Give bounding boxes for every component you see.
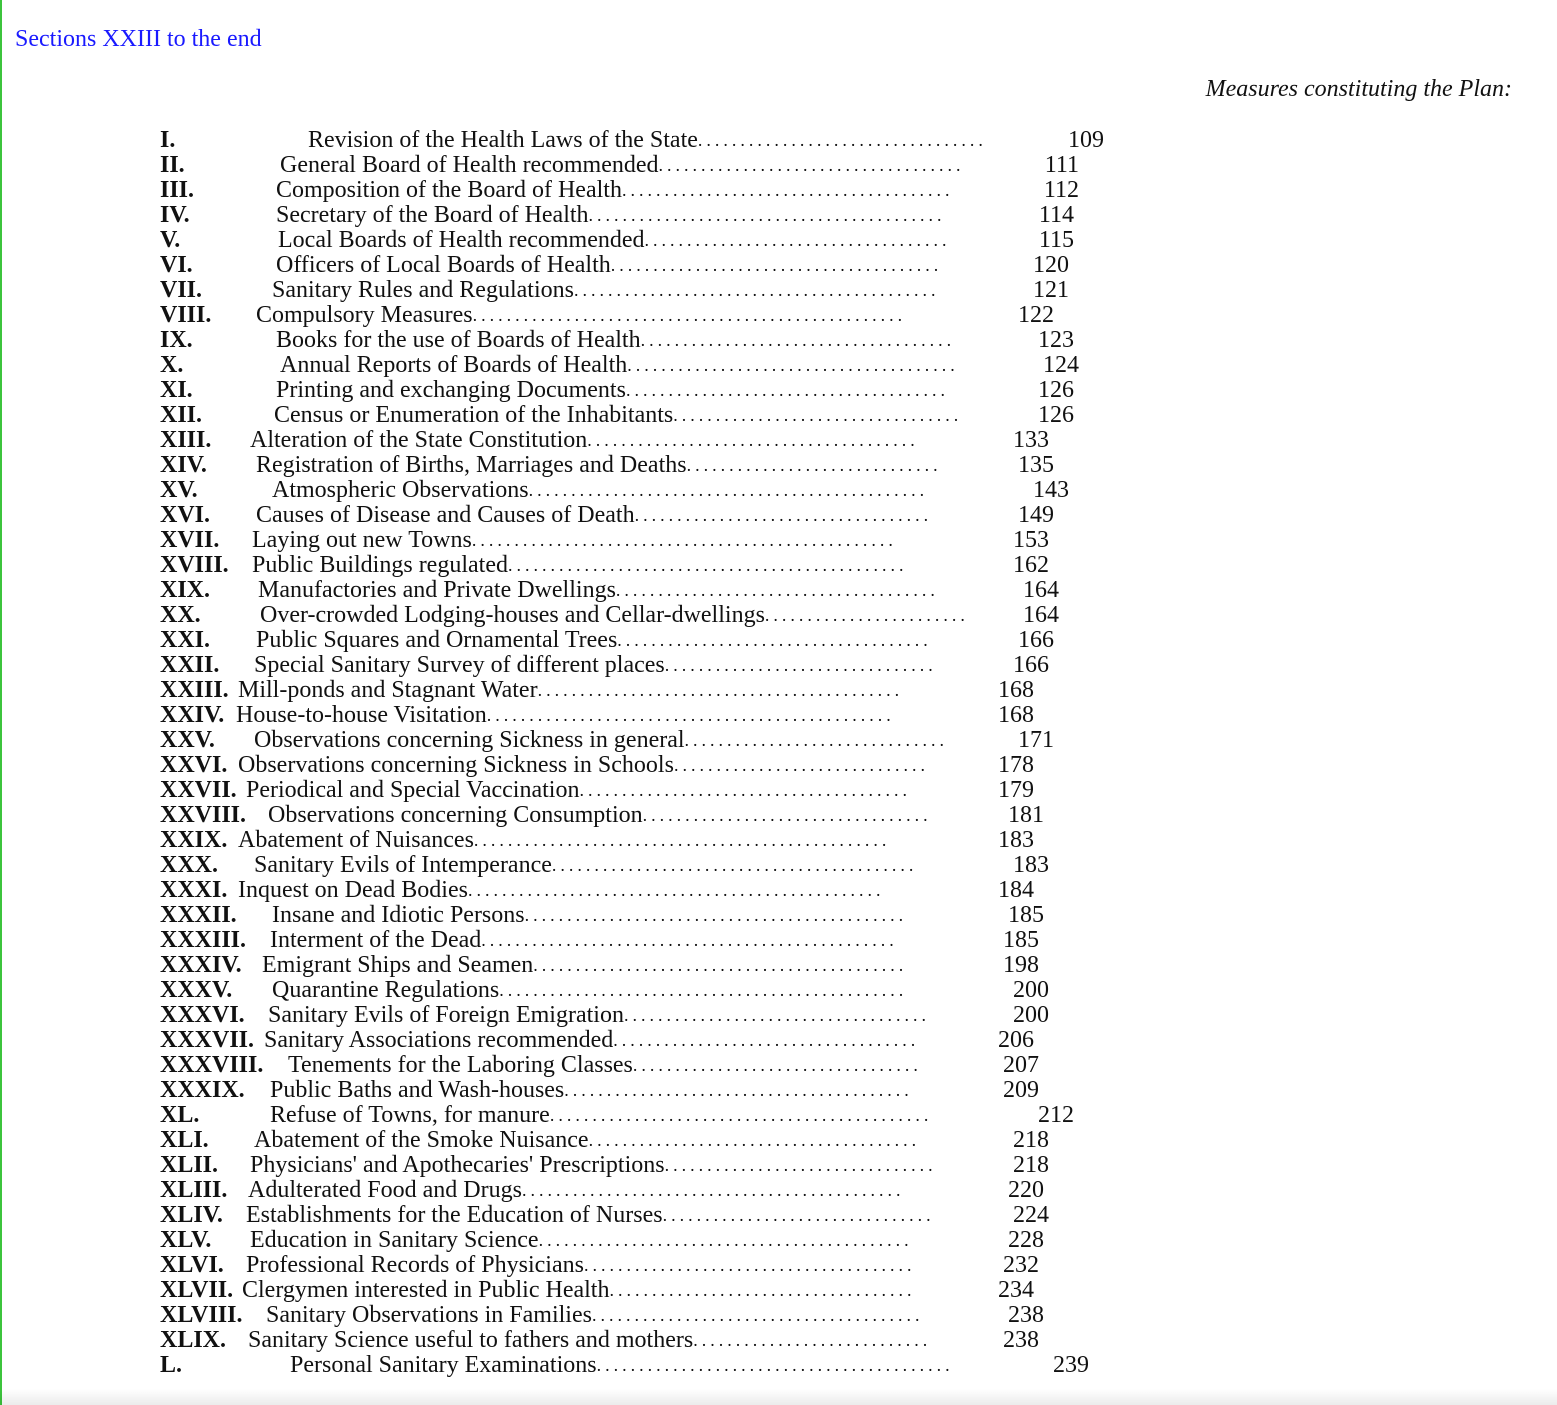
toc-entry [160,903,1160,928]
toc-title: Laying out new Towns [252,528,472,553]
toc-leader-dots: ......................................... [564,1080,913,1100]
toc-title: Sanitary Rules and Regulations [272,278,574,303]
toc-entry [160,1303,1160,1328]
toc-leader-dots: ................................................. [467,880,885,900]
toc-entry [160,478,1160,503]
toc-entry [160,828,1160,853]
toc-numeral: XLVIII. [160,1303,243,1328]
toc-title: Abatement of the Smoke Nuisance [254,1128,589,1153]
toc-page-number: 122 [1018,303,1054,328]
toc-numeral: XXXVIII. [160,1053,264,1078]
toc-entry [160,803,1160,828]
toc-numeral: XLVII. [160,1278,234,1303]
toc-entry [160,328,1160,353]
toc-entry [160,303,1160,328]
toc-entry [160,978,1160,1003]
toc-leader-dots: .................................... [609,1280,916,1300]
toc-numeral: XX. [160,603,201,628]
toc-entry [160,1328,1160,1353]
toc-title: Sanitary Observations in Families [266,1303,592,1328]
toc-entry [160,1103,1160,1128]
toc-numeral: XII. [160,403,203,428]
toc-entry [160,1003,1160,1028]
toc-leader-dots: ........................................... [537,680,904,700]
toc-title: Observations concerning Sickness in general [254,728,685,753]
toc-leader-dots: .............................. [686,455,942,475]
toc-leader-dots: ....................................... [627,355,959,375]
toc-leader-dots: ............................................ [538,1230,913,1250]
toc-title: Sanitary Associations recommended [264,1028,614,1053]
toc-numeral: VI. [160,253,193,278]
toc-entry [160,378,1160,403]
toc-title: Causes of Disease and Causes of Death [256,503,635,528]
toc-numeral: X. [160,353,184,378]
toc-title: Secretary of the Board of Health [276,203,589,228]
toc-page-number: 133 [1013,428,1049,453]
toc-page-number: 114 [1038,203,1074,228]
toc-leader-dots: ................................................. [481,930,898,950]
bottom-shadow [0,1389,1557,1405]
toc-page-number: 183 [1013,853,1049,878]
toc-numeral: XXI. [160,628,211,653]
toc-numeral: XLI. [160,1128,209,1153]
toc-page-number: 109 [1068,128,1104,153]
toc-entry [160,403,1160,428]
toc-leader-dots: ........................ [764,605,969,625]
toc-title: Physicians' and Apothecaries' Prescriptions [250,1153,665,1178]
toc-page-number: 171 [1018,728,1054,753]
toc-page-number: 166 [1013,653,1049,678]
toc-numeral: XXVI. [160,753,228,778]
toc-title: Compulsory Measures [256,303,473,328]
toc-title: Insane and Idiotic Persons [272,903,525,928]
toc-numeral: XVIII. [160,553,229,578]
toc-page-number: 183 [998,828,1034,853]
toc-title: Professional Records of Physicians [246,1253,584,1278]
toc-entry [160,753,1160,778]
toc-entry [160,253,1160,278]
toc-entry [160,1053,1160,1078]
toc-title: Mill-ponds and Stagnant Water [238,678,538,703]
toc-leader-dots: ..................................... [617,630,932,650]
toc-numeral: XIX. [160,578,211,603]
toc-page-number: 198 [1003,953,1039,978]
toc-leader-dots: ....................................... [588,1130,921,1150]
toc-entry [160,678,1160,703]
toc-entry [160,853,1160,878]
toc-page-number: 111 [1044,153,1079,178]
window-edge [0,0,2,1405]
toc-page-number: 164 [1023,603,1059,628]
toc-page-number: 212 [1038,1103,1074,1128]
toc-entry [160,1178,1160,1203]
toc-numeral: XXV. [160,728,215,753]
toc-title: Printing and exchanging Documents [276,378,626,403]
toc-entry [160,278,1160,303]
toc-leader-dots: .................................... [623,1005,930,1025]
toc-entry [160,628,1160,653]
toc-leader-dots: ................................... [634,505,933,525]
toc-entry [160,128,1160,153]
toc-page-number: 168 [998,678,1034,703]
toc-entry [160,778,1160,803]
toc-page-number: 126 [1038,403,1074,428]
toc-numeral: XXXII. [160,903,237,928]
toc-entry [160,203,1160,228]
toc-title: Annual Reports of Boards of Health [280,353,628,378]
toc-entry [160,603,1160,628]
toc-title: Sanitary Evils of Foreign Emigration [268,1003,624,1028]
toc-entry [160,553,1160,578]
toc-leader-dots: .............................. [673,755,929,775]
toc-entry [160,428,1160,453]
toc-title: Special Sanitary Survey of different places [254,653,665,678]
toc-entry [160,1278,1160,1303]
toc-leader-dots: ............................... [684,730,949,750]
toc-leader-dots: .................................... [613,1030,920,1050]
sections-link[interactable]: Sections XXIII to the end [15,26,262,52]
toc-entry [160,878,1160,903]
toc-numeral: II. [160,153,185,178]
toc-leader-dots: ................................ [664,1155,937,1175]
toc-page-number: 206 [998,1028,1034,1053]
toc-page-number: 162 [1013,553,1049,578]
toc-leader-dots: ...................................... [615,580,939,600]
toc-title: Interment of the Dead [270,928,482,953]
toc-page-number: 185 [1008,903,1044,928]
toc-entry [160,1153,1160,1178]
toc-numeral: XVII. [160,528,220,553]
toc-numeral: XXVII. [160,778,237,803]
toc-leader-dots: ................................................... [472,305,907,325]
toc-title: Quarantine Regulations [272,978,500,1003]
toc-title: Public Baths and Wash-houses [270,1078,565,1103]
toc-numeral: VIII. [160,303,212,328]
toc-numeral: XXXVII. [160,1028,255,1053]
toc-numeral: XXXV. [160,978,233,1003]
toc-title: Establishments for the Education of Nurses [246,1203,663,1228]
toc-entry [160,653,1160,678]
toc-entry [160,1253,1160,1278]
toc-leader-dots: ....................................... [610,255,943,275]
toc-numeral: IV. [160,203,190,228]
toc-title: Adulterated Food and Drugs [248,1178,522,1203]
toc-page-number: 166 [1018,628,1054,653]
toc-numeral: IX. [160,328,193,353]
toc-title: Atmospheric Observations [272,478,529,503]
toc-page-number: 112 [1043,178,1079,203]
toc-leader-dots: ....................................... [579,780,911,800]
toc-leader-dots: .................................. [632,1055,922,1075]
toc-entry [160,1028,1160,1053]
toc-title: Registration of Births, Marriages and Deaths [256,453,687,478]
toc-leader-dots: ....................................... [583,1255,916,1275]
toc-leader-dots: ....................................... [587,430,919,450]
toc-page-number: 234 [998,1278,1034,1303]
toc-title: Personal Sanitary Examinations [290,1353,597,1378]
toc-page-number: 185 [1003,928,1039,953]
toc-title: Local Boards of Health recommended [278,228,645,253]
toc-numeral: XXIII. [160,678,229,703]
toc-title: Census or Enumeration of the Inhabitants [274,403,674,428]
toc-numeral: XLVI. [160,1253,224,1278]
toc-numeral: XV. [160,478,198,503]
toc-leader-dots: ............................................. [524,905,908,925]
toc-page-number: 149 [1018,503,1054,528]
toc-title: Education in Sanitary Science [250,1228,539,1253]
toc-title: Officers of Local Boards of Health [276,253,611,278]
toc-page-number: 209 [1003,1078,1039,1103]
toc-entry [160,703,1160,728]
toc-page-number: 218 [1013,1128,1049,1153]
toc-numeral: XXXIV. [160,953,242,978]
toc-numeral: XLIV. [160,1203,223,1228]
toc-leader-dots: .................................... [644,230,951,250]
toc-numeral: XXII. [160,653,220,678]
toc-entry [160,1228,1160,1253]
toc-numeral: XXVIII. [160,803,247,828]
toc-numeral: XVI. [160,503,211,528]
toc-page-number: 124 [1043,353,1079,378]
toc-leader-dots: ....................................... [621,180,954,200]
toc-leader-dots: .................................. [697,130,987,150]
toc-entry [160,503,1160,528]
toc-leader-dots: ............................ [693,1330,932,1350]
toc-entry [160,1353,1160,1378]
toc-leader-dots: ..................................... [640,330,956,350]
toc-title: Clergymen interested in Public Health [242,1278,610,1303]
toc-title: Manufactories and Private Dwellings [258,578,616,603]
toc-title: Sanitary Science useful to fathers and mothers [248,1328,694,1353]
toc-numeral: XLIX. [160,1328,227,1353]
toc-leader-dots: ............................................... [528,480,929,500]
toc-numeral: XLV. [160,1228,212,1253]
toc-page-number: 164 [1023,578,1059,603]
toc-leader-dots: ............................................. [549,1105,933,1125]
toc-leader-dots: ................................ [664,655,937,675]
toc-title: Alteration of the State Constitution [250,428,588,453]
toc-numeral: XIV. [160,453,207,478]
toc-title: Revision of the Health Laws of the State [308,128,698,153]
plan-heading: Measures constituting the Plan: [1205,76,1512,102]
toc-leader-dots: ................................................. [473,830,891,850]
toc-numeral: I. [160,128,176,153]
toc-numeral: XXX. [160,853,218,878]
toc-leader-dots: ................................ [662,1205,935,1225]
toc-entry [160,1078,1160,1103]
toc-entry [160,453,1160,478]
toc-numeral: XXXVI. [160,1003,245,1028]
toc-leader-dots: ........................................... [551,855,918,875]
toc-leader-dots: .......................................... [588,205,946,225]
toc-page-number: 168 [998,703,1034,728]
toc-numeral: VII. [160,278,203,303]
toc-numeral: V. [160,228,181,253]
toc-title: Books for the use of Boards of Health [276,328,641,353]
toc-page-number: 135 [1018,453,1054,478]
toc-numeral: XXIX. [160,828,228,853]
toc-leader-dots: ....................................... [591,1305,924,1325]
toc-page-number: 153 [1013,528,1049,553]
toc-title: Tenements for the Laboring Classes [288,1053,633,1078]
toc-numeral: XL. [160,1103,200,1128]
toc-numeral: XLII. [160,1153,219,1178]
toc-leader-dots: ........................................... [573,280,940,300]
toc-page-number: 181 [1008,803,1044,828]
toc-title: Emigrant Ships and Seamen [262,953,534,978]
toc-page-number: 184 [998,878,1034,903]
toc-numeral: XXIV. [160,703,225,728]
toc-entry [160,528,1160,553]
toc-entry [160,953,1160,978]
toc-page-number: 207 [1003,1053,1039,1078]
toc-page-number: 179 [998,778,1034,803]
toc-entry [160,1203,1160,1228]
toc-leader-dots: .................................... [658,155,965,175]
toc-numeral: XI. [160,378,193,403]
toc-title: Inquest on Dead Bodies [238,878,468,903]
toc-numeral: XXXIX. [160,1078,245,1103]
toc-title: Public Squares and Ornamental Trees [256,628,618,653]
toc-entry [160,153,1160,178]
toc-page-number: 200 [1013,978,1049,1003]
toc-page-number: 238 [1008,1303,1044,1328]
toc-leader-dots: ............................................ [533,955,908,975]
toc-title: Abatement of Nuisances [238,828,474,853]
toc-entry [160,928,1160,953]
toc-page-number: 200 [1013,1003,1049,1028]
toc-leader-dots: ............................................... [507,555,908,575]
toc-page-number: 120 [1033,253,1069,278]
toc-page-number: 220 [1008,1178,1044,1203]
toc-page-number: 218 [1013,1153,1049,1178]
toc-numeral: L. [160,1353,183,1378]
toc-numeral: XLIII. [160,1178,228,1203]
toc-title: Public Buildings regulated [252,553,508,578]
toc-title: Periodical and Special Vaccination [246,778,580,803]
toc-title: General Board of Health recommended [280,153,659,178]
toc-leader-dots: ................................................ [486,705,895,725]
toc-numeral: XXXIII. [160,928,247,953]
toc-title: Observations concerning Sickness in Schools [238,753,674,778]
toc-page-number: 239 [1053,1353,1089,1378]
toc-page-number: 238 [1003,1328,1039,1353]
toc-page-number: 121 [1033,278,1069,303]
toc-numeral: XXXI. [160,878,228,903]
toc-page-number: 228 [1008,1228,1044,1253]
toc-entry [160,178,1160,203]
toc-entry [160,353,1160,378]
toc-numeral: XIII. [160,428,212,453]
toc-leader-dots: ................................................ [499,980,908,1000]
toc-leader-dots: .................................................. [471,530,897,550]
toc-leader-dots: .................................. [642,805,932,825]
toc-entry [160,728,1160,753]
toc-entry [160,1128,1160,1153]
toc-leader-dots: .......................................... [596,1355,954,1375]
toc-page-number: 232 [1003,1253,1039,1278]
toc-page-number: 178 [998,753,1034,778]
toc-title: House-to-house Visitation [236,703,487,728]
toc-title: Observations concerning Consumption [268,803,643,828]
toc-leader-dots: .................................. [673,405,963,425]
toc-entry [160,228,1160,253]
toc-entry [160,578,1160,603]
toc-page-number: 115 [1038,228,1074,253]
toc-page-number: 224 [1013,1203,1049,1228]
toc-title: Over-crowded Lodging-houses and Cellar-dwellings [260,603,765,628]
toc-title: Sanitary Evils of Intemperance [254,853,552,878]
toc-title: Refuse of Towns, for manure [270,1103,550,1128]
toc-leader-dots: ...................................... [625,380,949,400]
table-of-contents [160,128,1160,1378]
toc-title: Composition of the Board of Health [276,178,622,203]
toc-page-number: 126 [1038,378,1074,403]
toc-page-number: 143 [1033,478,1069,503]
toc-leader-dots: ............................................. [521,1180,905,1200]
toc-page-number: 123 [1038,328,1074,353]
toc-numeral: III. [160,178,195,203]
